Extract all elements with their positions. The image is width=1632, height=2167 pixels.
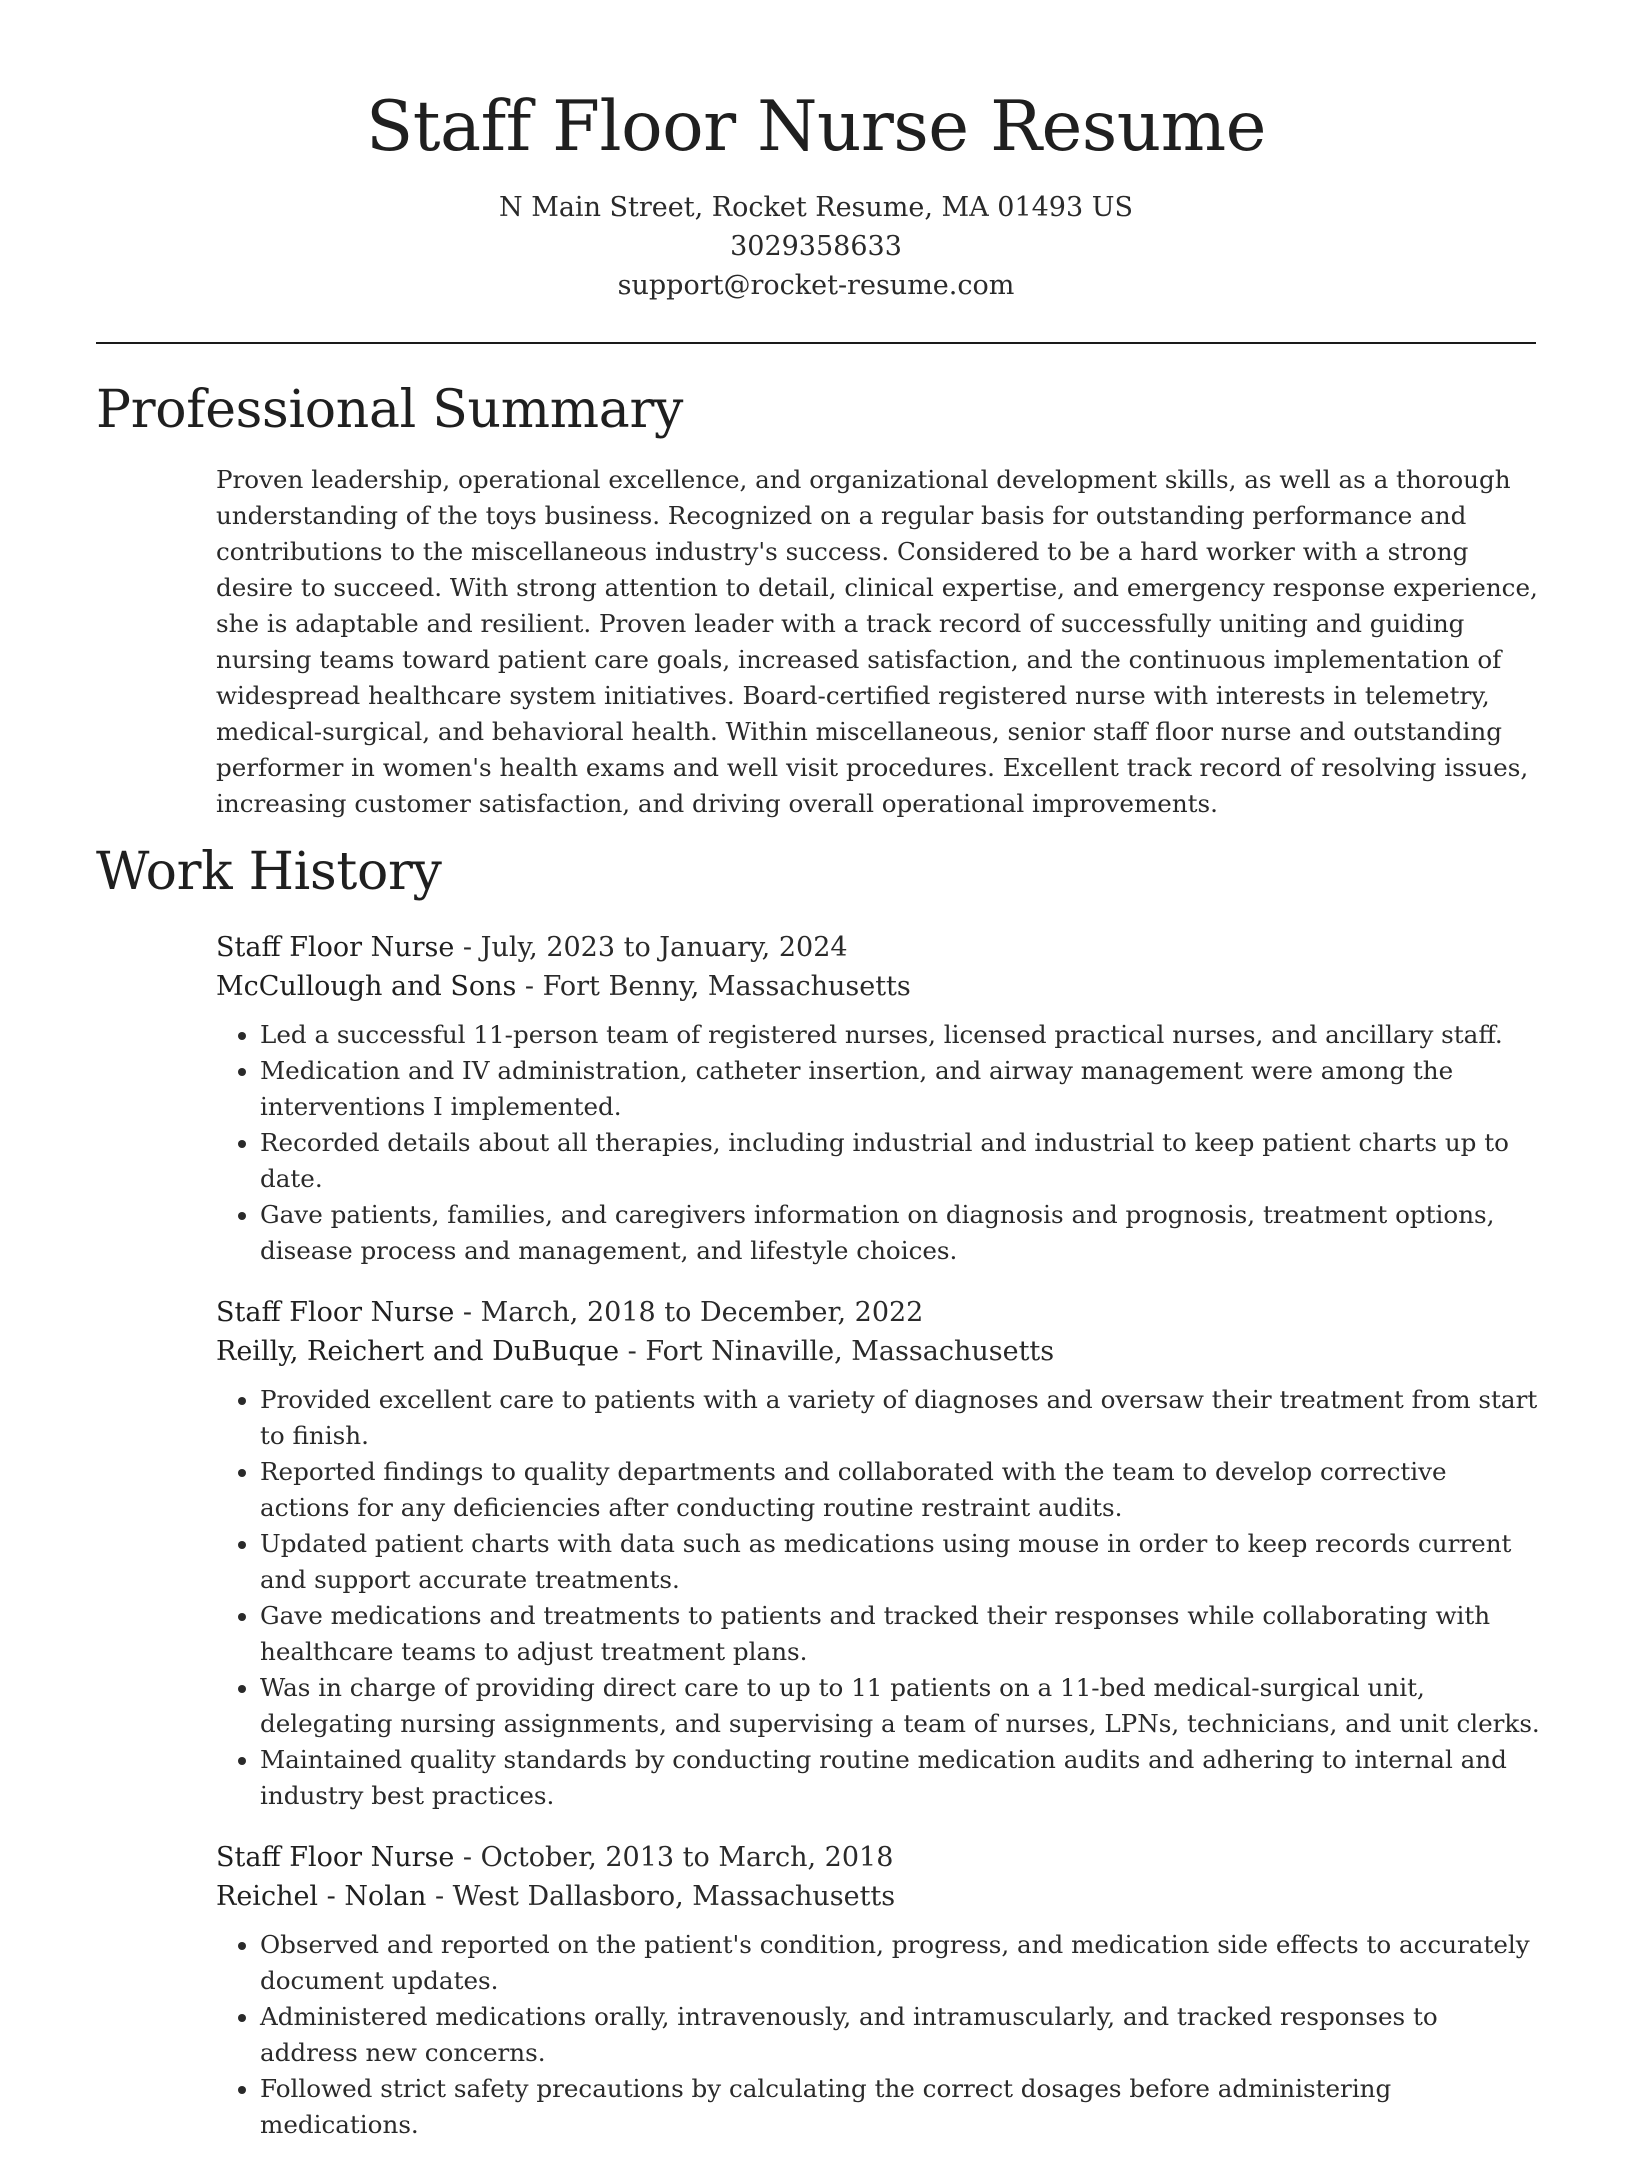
job-title-line <box>216 1293 1540 1332</box>
job-company-line <box>216 967 1540 1006</box>
job-dates: - July, 2023 to January, 2024 <box>454 932 848 963</box>
bullet-item: • Medication and IV administration, catheter insertion, and airway management were among the interventions I implemented. <box>260 1053 1540 1125</box>
bullet-item: • Recorded details about all therapies, including industrial and industrial to keep patient charts up to date. <box>260 1125 1540 1197</box>
job-company: McCullough and Sons <box>216 971 517 1002</box>
bullet-item: • Maintained quality standards by conducting routine medication audits and adhering to internal and industry best practices. <box>260 1742 1540 1814</box>
job-entry <box>216 1293 1540 1814</box>
job-dates: - October, 2013 to March, 2018 <box>454 1842 894 1873</box>
job-bullets <box>216 1927 1540 2143</box>
job-bullets <box>216 1017 1540 1269</box>
resume-title: Staff Floor Nurse Resume <box>366 87 1266 167</box>
job-title-line <box>216 928 1540 967</box>
job-entry <box>216 928 1540 1269</box>
bullet-item: • Led a successful 11-person team of registered nurses, licensed practical nurses, and ancillary staff. <box>260 1017 1540 1053</box>
job-location: - Fort Benny, Massachusetts <box>516 971 911 1002</box>
job-title: Staff Floor Nurse <box>216 1842 455 1873</box>
work-history-heading: Work History <box>96 842 442 902</box>
contact-email: support@rocket-resume.com <box>617 270 1015 301</box>
bullet-item: • Provided excellent care to patients with a variety of diagnoses and oversaw their treatment from start to finish. <box>260 1382 1540 1454</box>
job-company-line <box>216 1877 1540 1916</box>
contact-block <box>96 188 1536 305</box>
job-dates: - March, 2018 to December, 2022 <box>454 1297 924 1328</box>
job-company: Reichel - Nolan <box>216 1881 427 1912</box>
bullet-item: • Updated patient charts with data such as medications using mouse in order to keep records current and support accurate treatments. <box>260 1526 1540 1598</box>
summary-text: Proven leadership, operational excellence, and organizational development skills, as well as a thorough understanding of the toys business. Recognized on a regular basis for outstanding performance and contributions to the miscellaneous industry's success. Considered to be a hard worker with a strong desire to succeed. With strong attention to detail, clinical expertise, and emergency response experience, she is adaptable and resilient. Proven leader with a track record of successfully uniting and guiding nursing teams toward patient care goals, increased satisfaction, and the continuous implementation of widespread healthcare system initiatives. Board-certified registered nurse with interests in telemetry, medical-surgical, and behavioral health. Within miscellaneous, senior staff floor nurse and outstanding performer in women's health exams and well visit procedures. Excellent track record of resolving issues, increasing customer satisfaction, and driving overall operational improvements. <box>216 465 1538 818</box>
job-title: Staff Floor Nurse <box>216 1297 455 1328</box>
bullet-item: • Followed strict safety precautions by calculating the correct dosages before administering medications. <box>260 2071 1540 2143</box>
bullet-item: • Administered medications orally, intravenously, and intramuscularly, and tracked responses to address new concerns. <box>260 1999 1540 2071</box>
bullet-item: • Was in charge of providing direct care to up to 11 patients on a 11-bed medical-surgical unit, delegating nursing assignments, and supervising a team of nurses, LPNs, technicians, and unit clerks. <box>260 1670 1540 1742</box>
bullet-item: • Reported findings to quality departments and collaborated with the team to develop corrective actions for any deficiencies after conducting routine restraint audits. <box>260 1454 1540 1526</box>
bullet-item: • Gave patients, families, and caregivers information on diagnosis and prognosis, treatment options, disease process and management, and lifestyle choices. <box>260 1197 1540 1269</box>
job-location: - Fort Ninaville, Massachusetts <box>619 1336 1055 1367</box>
job-company-line <box>216 1332 1540 1371</box>
work-history-list <box>216 928 1540 2167</box>
resume-header <box>96 84 1536 305</box>
job-title-line <box>216 1838 1540 1877</box>
contact-phone: 3029358633 <box>730 231 902 262</box>
header-divider <box>96 342 1536 344</box>
contact-address: N Main Street, Rocket Resume, MA 01493 US <box>498 192 1133 223</box>
job-location: - West Dallasboro, Massachusetts <box>426 1881 896 1912</box>
job-title: Staff Floor Nurse <box>216 932 455 963</box>
job-company: Reilly, Reichert and DuBuque <box>216 1336 620 1367</box>
job-bullets <box>216 1382 1540 1814</box>
job-entry <box>216 1838 1540 2143</box>
summary-heading: Professional Summary <box>96 380 684 440</box>
bullet-item: • Observed and reported on the patient's condition, progress, and medication side effects to accurately document updates. <box>260 1927 1540 1999</box>
bullet-item: • Gave medications and treatments to patients and tracked their responses while collaborating with healthcare teams to adjust treatment plans. <box>260 1598 1540 1670</box>
